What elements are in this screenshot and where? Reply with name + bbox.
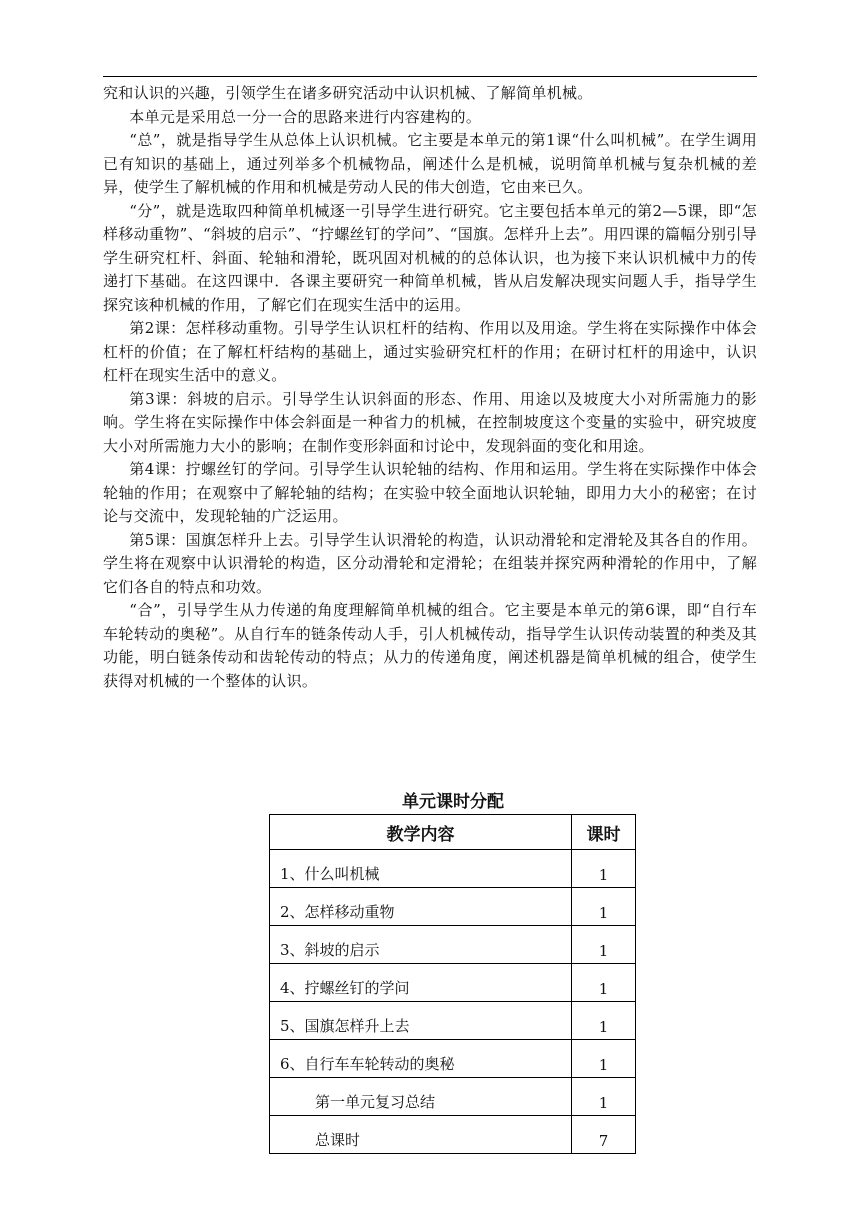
class-hours-cell: 1	[572, 1040, 636, 1078]
table-row	[270, 888, 636, 926]
lesson-name-cell: 总课时	[270, 1116, 572, 1154]
lesson-allocation-table	[269, 814, 636, 1154]
header-teaching-content: 教学内容	[270, 815, 572, 850]
paragraph: 第2课：怎样移动重物。引导学生认识杠杆的结构、作用以及用途。学生将在实际操作中体会杠杆的价值；在了解杠杆结构的基础上，通过实验研究杠杆的作用；在研讨杠杆的用途中，认识杠杆在现实生活中的意义。	[103, 319, 757, 384]
class-hours-cell: 1	[572, 888, 636, 926]
class-hours-cell: 1	[572, 1078, 636, 1116]
lesson-name-cell: 6、自行车车轮转动的奥秘	[270, 1040, 572, 1078]
lesson-name-cell: 第一单元复习总结	[270, 1078, 572, 1116]
paragraph: 究和认识的兴趣，引领学生在诸多研究活动中认识机械、了解简单机械。	[103, 84, 593, 102]
table-row	[270, 1002, 636, 1040]
paragraph: 本单元是采用总一分一合的思路来进行内容建构的。	[129, 107, 482, 126]
lesson-name-cell: 2、怎样移动重物	[270, 888, 572, 926]
lesson-name-cell: 3、斜坡的启示	[270, 926, 572, 964]
table-row	[270, 1078, 636, 1116]
class-hours-cell: 1	[572, 926, 636, 964]
lesson-name-cell: 1、什么叫机械	[270, 850, 572, 888]
class-hours-cell: 1	[572, 964, 636, 1002]
paragraph: “分”，就是选取四种简单机械逐一引导学生进行研究。它主要包括本单元的第2—5课，即“怎样移动重物”、“斜坡的启示”、“拧螺丝钉的学问”、“国旗。怎样升上去”。用四课的篇幅分别引导学生研究杠杆、斜面、轮轴和滑轮，既巩固对机械的的总体认识，也为接下来认识机械中力的传递打下基础。在这四课中．各课主要研究一种简单机械，皆从启发解决现实问题人手，指导学生探究该种机械的作用，了解它们在现实生活中的运用。	[103, 201, 757, 314]
class-hours-cell: 1	[572, 850, 636, 888]
paragraph: 第3课：斜坡的启示。引导学生认识斜面的形态、作用、用途以及坡度大小对所需施力的影响。学生将在实际操作中体会斜面是一种省力的机械，在控制坡度这个变量的实验中，研究坡度大小对所需施力大小的影响；在制作变形斜面和讨论中，发现斜面的变化和用途。	[103, 389, 757, 455]
header-rule	[103, 76, 757, 77]
header-class-hours: 课时	[572, 815, 636, 850]
document-body	[103, 82, 757, 693]
paragraph: 第4课：拧螺丝钉的学问。引导学生认识轮轴的结构、作用和运用。学生将在实际操作中体会轮轴的作用；在观察中了解轮轴的结构；在实验中较全面地认识轮轴，即用力大小的秘密；在讨论与交流中，发现轮轴的广泛运用。	[103, 460, 757, 525]
table-row	[270, 926, 636, 964]
table-title: 单元课时分配	[402, 792, 504, 812]
paragraph: “合”，引导学生从力传递的角度理解简单机械的组合。它主要是本单元的第6课，即“自行车车轮转动的奥秘”。从自行车的链条传动人手，引人机械传动，指导学生认识传动装置的种类及其功能，明白链条传动和齿轮传动的特点；从力的传递角度，阐述机器是简单机械的组合，使学生获得对机械的一个整体的认识。	[103, 601, 757, 690]
paragraph: 第5课：国旗怎样升上去。引导学生认识滑轮的构造，认识动滑轮和定滑轮及其各自的作用。学生将在观察中认识滑轮的构造，区分动滑轮和定滑轮；在组装并探究两种滑轮的作用中，了解它们各自的特点和功效。	[103, 530, 757, 596]
class-hours-cell: 7	[572, 1116, 636, 1154]
lesson-name-cell: 4、拧螺丝钉的学问	[270, 964, 572, 1002]
lesson-name-cell: 5、国旗怎样升上去	[270, 1002, 572, 1040]
table-row	[270, 1116, 636, 1154]
table-row	[270, 964, 636, 1002]
table-header-row	[270, 815, 636, 850]
table-row	[270, 1040, 636, 1078]
paragraph: “总”，就是指导学生从总体上认识机械。它主要是本单元的第1课“什么叫机械”。在学生调用已有知识的基础上，通过列举多个机械物品，阐述什么是机械，说明简单机械与复杂机械的差异，使学生了解机械的作用和机械是劳动人民的伟大创造，它由来已久。	[103, 131, 757, 196]
class-hours-cell: 1	[572, 1002, 636, 1040]
table-row	[270, 850, 636, 888]
